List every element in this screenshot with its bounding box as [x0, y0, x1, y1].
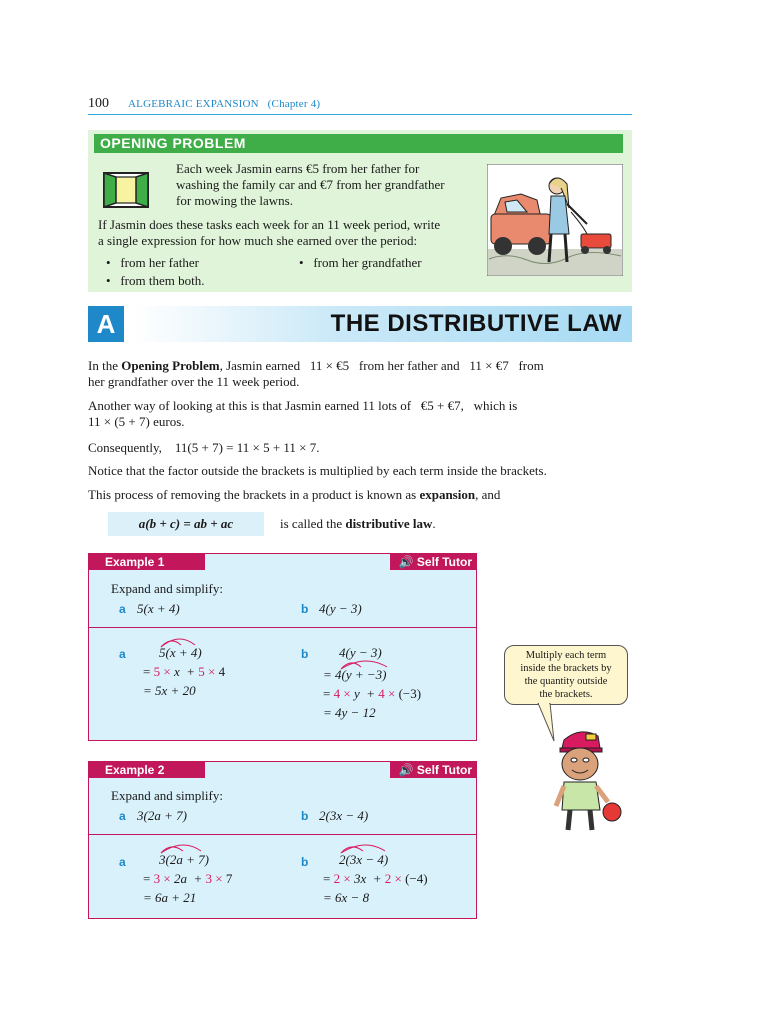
student-character-illustration — [550, 726, 622, 834]
part-label: a — [119, 809, 126, 823]
solution-a-line-2: = 3 × 2a + 3 × 7 — [143, 871, 233, 886]
example-divider — [89, 627, 476, 628]
section-title-bar — [134, 306, 632, 342]
example-1-box — [88, 553, 477, 741]
example-1-label: Example 1 — [89, 554, 205, 570]
solution-b-line-2: = 2 × 3x + 2 × (−4) — [323, 871, 428, 886]
tip-speech-bubble — [504, 645, 628, 705]
part-label: b — [301, 647, 309, 661]
solution-a-line-1: 3(2a + 7) — [159, 852, 209, 867]
tip-line: the brackets. — [539, 689, 593, 700]
section-letter: A — [88, 306, 124, 342]
question-a: 3(2a + 7) — [137, 808, 187, 823]
part-label: b — [301, 809, 309, 823]
paragraph-1-line-1: In the Opening Problem, Jasmin earned 11 × €5 from her father and 11 × €7 from — [88, 358, 544, 373]
page-number: 100 — [88, 96, 109, 111]
distributive-law-formula: a(b + c) = ab + ac — [108, 512, 264, 536]
opening-problem-title: OPENING PROBLEM — [94, 134, 623, 153]
section-banner — [88, 306, 632, 342]
solution-b-line-1: 2(3x − 4) — [339, 852, 389, 867]
door-icon — [100, 170, 152, 210]
bullet-item: • from them both. — [106, 273, 205, 288]
opening-problem-box — [88, 130, 632, 292]
chapter-title: ALGEBRAIC EXPANSION (Chapter 4) — [128, 98, 321, 110]
part-label: a — [119, 602, 126, 616]
solution-b-line-3: = 6x − 8 — [323, 890, 370, 905]
bullet-item: • from her father — [106, 255, 199, 270]
speaker-icon: 🔊 — [398, 555, 414, 569]
self-tutor-button[interactable] — [390, 554, 476, 570]
example-2-prompt: Expand and simplify: — [111, 788, 223, 803]
speaker-icon: 🔊 — [398, 763, 414, 777]
opening-line-5: a single expression for how much she earned over the period: — [98, 233, 418, 248]
opening-line-3: for mowing the lawns. — [176, 193, 293, 208]
tip-line: Multiply each term — [525, 650, 607, 661]
example-1-prompt: Expand and simplify: — [111, 581, 223, 596]
part-label: b — [301, 855, 309, 869]
opening-line-4: If Jasmin does these tasks each week for an 11 week period, write — [98, 217, 441, 232]
solution-a-line-3: = 5x + 20 — [143, 683, 196, 698]
self-tutor-button[interactable] — [390, 762, 476, 778]
paragraph-3: Consequently, 11(5 + 7) = 11 × 5 + 11 × 7. — [88, 440, 320, 455]
example-2-box — [88, 761, 477, 919]
distributive-law-caption: is called the distributive law. — [280, 516, 436, 531]
solution-b-line-1: 4(y − 3) — [339, 645, 382, 660]
tip-line: the quantity outside — [524, 676, 608, 687]
bullet-item: • from her grandfather — [299, 255, 422, 270]
part-label: a — [119, 647, 126, 661]
section-title: THE DISTRIBUTIVE LAW — [330, 310, 622, 337]
paragraph-5: This process of removing the brackets in a product is known as expansion, and — [88, 487, 501, 502]
example-divider — [89, 834, 476, 835]
self-tutor-label: Self Tutor — [416, 763, 472, 777]
paragraph-4: Notice that the factor outside the brackets is multiplied by each term inside the brackets. — [88, 463, 547, 478]
page-header — [88, 94, 632, 115]
solution-a-line-2: = 5 × x + 5 × 4 — [143, 664, 226, 679]
paragraph-1-line-2: her grandfather over the 11 week period. — [88, 374, 300, 389]
question-b: 4(y − 3) — [319, 601, 362, 616]
opening-line-2: washing the family car and €7 from her grandfather — [176, 177, 445, 192]
self-tutor-label: Self Tutor — [416, 555, 472, 569]
solution-b-line-2: = 4(y + −3) — [323, 667, 387, 682]
paragraph-2-line-1: Another way of looking at this is that Jasmin earned 11 lots of €5 + €7, which is — [88, 398, 518, 413]
opening-line-1: Each week Jasmin earns €5 from her father for — [176, 161, 420, 176]
paragraph-2-line-2: 11 × (5 + 7) euros. — [88, 414, 185, 429]
question-a: 5(x + 4) — [137, 601, 180, 616]
part-label: a — [119, 855, 126, 869]
tip-line: inside the brackets by — [520, 663, 612, 674]
question-b: 2(3x − 4) — [319, 808, 369, 823]
part-label: b — [301, 602, 309, 616]
solution-a-line-1: 5(x + 4) — [159, 645, 202, 660]
solution-b-line-4: = 4y − 12 — [323, 705, 376, 720]
example-2-label: Example 2 — [89, 762, 205, 778]
solution-b-line-3: = 4 × y + 4 × (−3) — [323, 686, 422, 701]
jasmin-car-mower-illustration — [487, 164, 623, 276]
solution-a-line-3: = 6a + 21 — [143, 890, 197, 905]
